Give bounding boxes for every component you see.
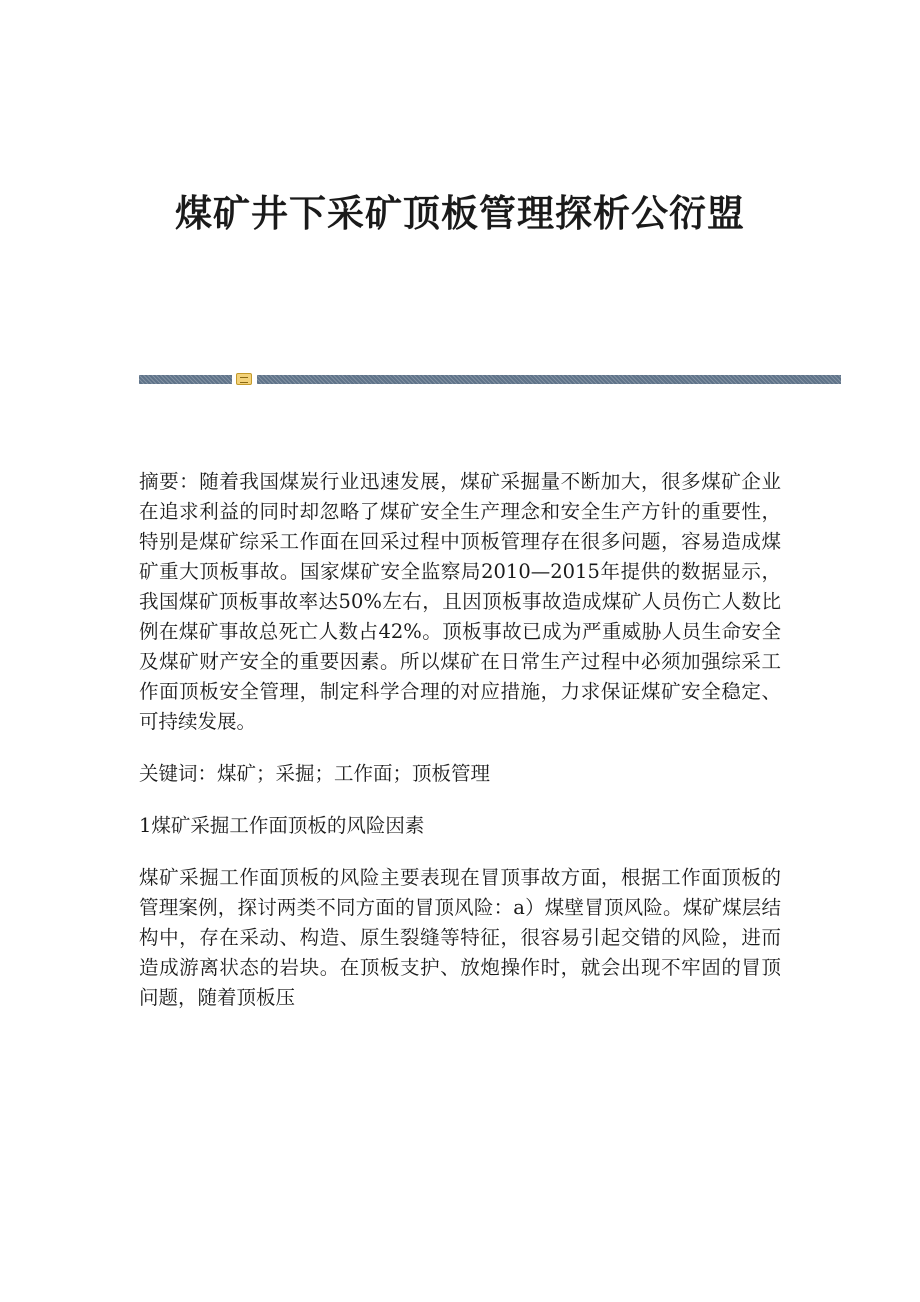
title-divider [139, 375, 841, 384]
divider-bar-right [257, 375, 841, 384]
section-heading: 1煤矿采掘工作面顶板的风险因素 [139, 814, 425, 837]
abstract-paragraph: 摘要：随着我国煤炭行业迅速发展，煤矿采掘量不断加大，很多煤矿企业在追求利益的同时却忽略了煤矿安全生产理念和安全生产方针的重要性，特别是煤矿综采工作面在回采过程中顶板管理存在很多问题，容易造成煤矿重大顶板事故。国家煤矿安全监察局2010—2015年提供的数据显示，我国煤矿顶板事故率达50%左右，且因顶板事故造成煤矿人员伤亡人数比例在煤矿事故总死亡人数占42%。顶板事故已成为严重威胁人员生命安全及煤矿财产安全的重要因素。所以煤矿在日常生产过程中必须加强综采工作面顶板安全管理，制定科学合理的对应措施，力求保证煤矿安全稳定、可持续发展。 [139, 470, 781, 733]
divider-bar-left [139, 375, 232, 384]
document-title: 煤矿井下采矿顶板管理探析公衍盟 [175, 192, 745, 235]
keywords-line: 关键词：煤矿；采掘；工作面；顶板管理 [139, 762, 491, 785]
document-body [139, 467, 781, 1035]
section-body-paragraph: 煤矿采掘工作面顶板的风险主要表现在冒顶事故方面，根据工作面顶板的管理案例，探讨两类不同方面的冒顶风险：a）煤壁冒顶风险。煤矿煤层结构中，存在采动、构造、原生裂缝等特征，很容易引起交错的风险，进而造成游离状态的岩块。在顶板支护、放炮操作时，就会出现不牢固的冒顶问题，随着顶板压 [139, 866, 781, 1009]
divider-badge-icon [236, 373, 252, 385]
